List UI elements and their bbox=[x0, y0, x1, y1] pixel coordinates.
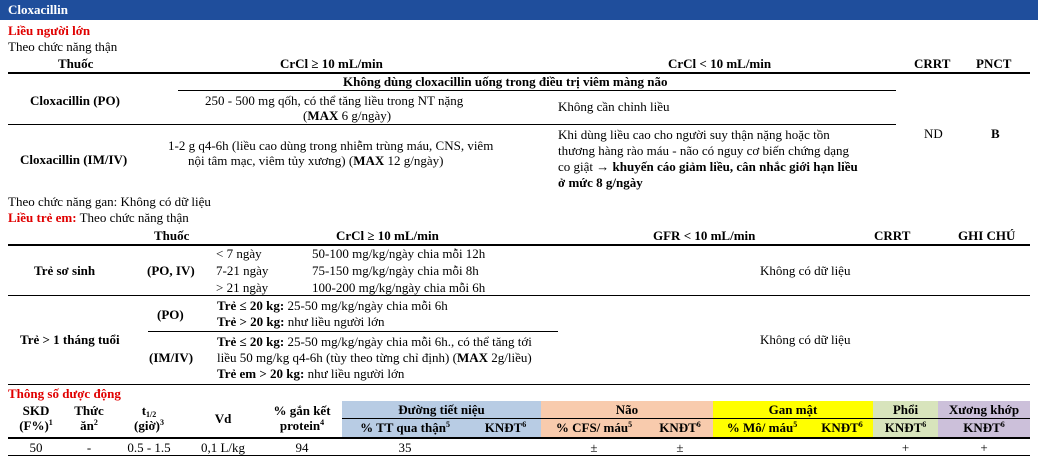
title-bar bbox=[0, 0, 1038, 20]
adult-header-crrt: CRRT bbox=[914, 56, 951, 71]
pk-subheader-cfs: % CFS/ máu$^5$ bbox=[555, 420, 633, 435]
child-route-rule bbox=[148, 331, 558, 332]
adult-po-dose-line1: 250 - 500 mg qốh, có thể tăng liều trong NT nặng bbox=[205, 93, 464, 108]
child-po-line1: Trẻ ≤ 20 kg: 25-50 mg/kg/ngày chia mỗi 6h bbox=[217, 298, 448, 313]
neonate-age-2: 7-21 ngày bbox=[216, 263, 269, 278]
pk-header-urinary: Đường tiết niệu bbox=[398, 402, 485, 417]
pk-value-cfs: ± bbox=[590, 440, 598, 455]
neonate-dose-2: 75-150 mg/kg/ngày chia mỗi 8h bbox=[312, 263, 479, 278]
child-po-route: (PO) bbox=[157, 307, 184, 322]
pk-value-lung-kndt: + bbox=[901, 440, 910, 455]
pk-subheader-bone-kndt: KNĐT$^6$ bbox=[963, 420, 1005, 435]
drug-title: Cloxacillin bbox=[8, 2, 68, 17]
pk-value-skd: 50 bbox=[29, 440, 43, 455]
pk-subheader-liver-kndt: KNĐT$^6$ bbox=[821, 420, 863, 435]
pk-value-bone-kndt: + bbox=[980, 440, 988, 455]
neonate-age-1: < 7 ngày bbox=[216, 246, 262, 261]
adult-iv-low-line1: Khi dùng liều cao cho người suy thận nặng hoặc tồn bbox=[558, 127, 830, 142]
ped-header-rule bbox=[8, 244, 1030, 246]
neonate-route: (PO, IV) bbox=[147, 263, 195, 278]
adult-hepatic-note: Theo chức năng gan: Không có dữ liệu bbox=[8, 194, 211, 209]
pk-header-rule bbox=[8, 437, 1030, 439]
adult-iv-drug: Cloxacillin (IM/IV) bbox=[20, 152, 128, 167]
pk-value-food: - bbox=[86, 440, 92, 455]
adult-pnct-value: B bbox=[991, 126, 1000, 141]
neonate-low: Không có dữ liệu bbox=[760, 263, 851, 278]
ped-header-crcl-high: CrCl ≥ 10 mL/min bbox=[336, 228, 439, 243]
child-low: Không có dữ liệu bbox=[760, 332, 851, 347]
pk-header-liver: Gan mật bbox=[768, 402, 818, 417]
warning-rule bbox=[178, 90, 896, 91]
pediatric-heading: Liều trẻ em: Theo chức năng thận bbox=[8, 210, 189, 225]
pk-header-bone: Xương khớp bbox=[948, 402, 1020, 417]
neonate-dose-3: 100-200 mg/kg/ngày chia mỗi 6h bbox=[312, 280, 486, 295]
adult-row-rule bbox=[8, 124, 896, 125]
adult-iv-low-line2: thương hàng rào máu - não có nguy cơ biến chứng dạng bbox=[558, 143, 850, 158]
adult-header-crcl-high: CrCl ≥ 10 mL/min bbox=[280, 56, 383, 71]
neonate-label: Trẻ sơ sinh bbox=[34, 263, 96, 278]
adult-iv-dose-line1: 1-2 g q4-6h (liều cao dùng trong nhiễm trùng máu, CNS, viêm bbox=[168, 138, 494, 153]
pk-subheader-tt-renal: % TT qua thận$^5$ bbox=[360, 420, 450, 435]
adult-po-low-dose: Không cần chỉnh liều bbox=[558, 99, 670, 114]
adult-header-drug: Thuốc bbox=[58, 56, 94, 71]
child-rule bbox=[8, 384, 1030, 385]
adult-header-crcl-low: CrCl < 10 mL/min bbox=[668, 56, 772, 71]
pk-bottom-rule bbox=[8, 455, 1030, 456]
adult-po-drug: Cloxacillin (PO) bbox=[30, 93, 120, 108]
pk-value-tt-renal: 35 bbox=[398, 440, 412, 455]
neonate-age-3: > 21 ngày bbox=[216, 280, 269, 295]
adult-iv-low-line3: co giật → khuyến cáo giảm liều, cân nhắc giới hạn liều bbox=[558, 159, 858, 174]
ped-header-note: GHI CHÚ bbox=[958, 228, 1016, 243]
child-label: Trẻ > 1 tháng tuổi bbox=[20, 332, 120, 347]
pk-header-brain: Não bbox=[615, 402, 639, 417]
pk-header-skd: SKD $(F\%)^1$ bbox=[19, 403, 53, 433]
child-iv-line1: Trẻ ≤ 20 kg: 25-50 mg/kg/ngày chia mỗi 6h., có thể tăng tới bbox=[217, 334, 532, 349]
ped-header-gfr-low: GFR < 10 mL/min bbox=[653, 228, 756, 243]
pk-subheader-lung-kndt: KNĐT$^6$ bbox=[884, 420, 927, 435]
pk-header-protein: % gắn kết protein$^4$ bbox=[273, 403, 331, 433]
child-po-line2: Trẻ > 20 kg: như liều người lớn bbox=[217, 314, 385, 329]
neonate-dose-1: 50-100 mg/kg/ngày chia mỗi 12h bbox=[312, 246, 486, 261]
adult-heading: Liều người lớn bbox=[8, 23, 91, 38]
adult-header-pnct: PNCT bbox=[976, 56, 1012, 71]
pk-heading: Thông số dược động bbox=[8, 386, 121, 401]
adult-oral-warning: Không dùng cloxacillin uống trong điều trị viêm màng não bbox=[343, 74, 668, 89]
pk-subheader-mo: % Mô/ máu$^5$ bbox=[726, 420, 798, 435]
pk-value-vd: 0,1 L/kg bbox=[200, 440, 246, 455]
adult-renal-note: Theo chức năng thận bbox=[8, 39, 118, 54]
pk-subheader-urinary-kndt: KNĐT$^6$ bbox=[484, 420, 527, 435]
pk-header-lung: Phổi bbox=[892, 402, 919, 417]
pk-value-thalf: 0.5 - 1.5 bbox=[127, 440, 171, 455]
adult-iv-low-line4: ở mức 8 g/ngày bbox=[558, 175, 643, 190]
pk-value-protein: 94 bbox=[295, 440, 309, 455]
pk-subheader-brain-kndt: KNĐT$^6$ bbox=[659, 420, 701, 435]
ped-header-crrt: CRRT bbox=[874, 228, 911, 243]
pk-band-split-rule bbox=[342, 418, 1030, 419]
pk-header-thalf: $t_{1/2}$ (giờ)$^3$ bbox=[134, 403, 164, 433]
adult-crrt-value: ND bbox=[924, 126, 943, 141]
ped-header-drug: Thuốc bbox=[154, 228, 190, 243]
child-iv-line2: liều 50 mg/kg q4-6h (tùy theo từng chỉ định) (MAX 2g/liều) bbox=[217, 350, 532, 365]
pk-value-brain-kndt: ± bbox=[676, 440, 684, 455]
neonate-rule bbox=[8, 295, 1030, 296]
pk-header-food: Thức $ăn^2$ bbox=[74, 403, 104, 433]
child-iv-line3: Trẻ em > 20 kg: như liều người lớn bbox=[217, 366, 405, 381]
pk-header-vd: Vd bbox=[214, 411, 232, 426]
adult-po-dose-max: (MAX 6 g/ngày) bbox=[303, 108, 392, 123]
child-iv-route: (IM/IV) bbox=[149, 350, 194, 365]
adult-iv-dose-line2: nội tâm mạc, viêm tủy xương) (MAX 12 g/ngày) bbox=[188, 153, 444, 168]
